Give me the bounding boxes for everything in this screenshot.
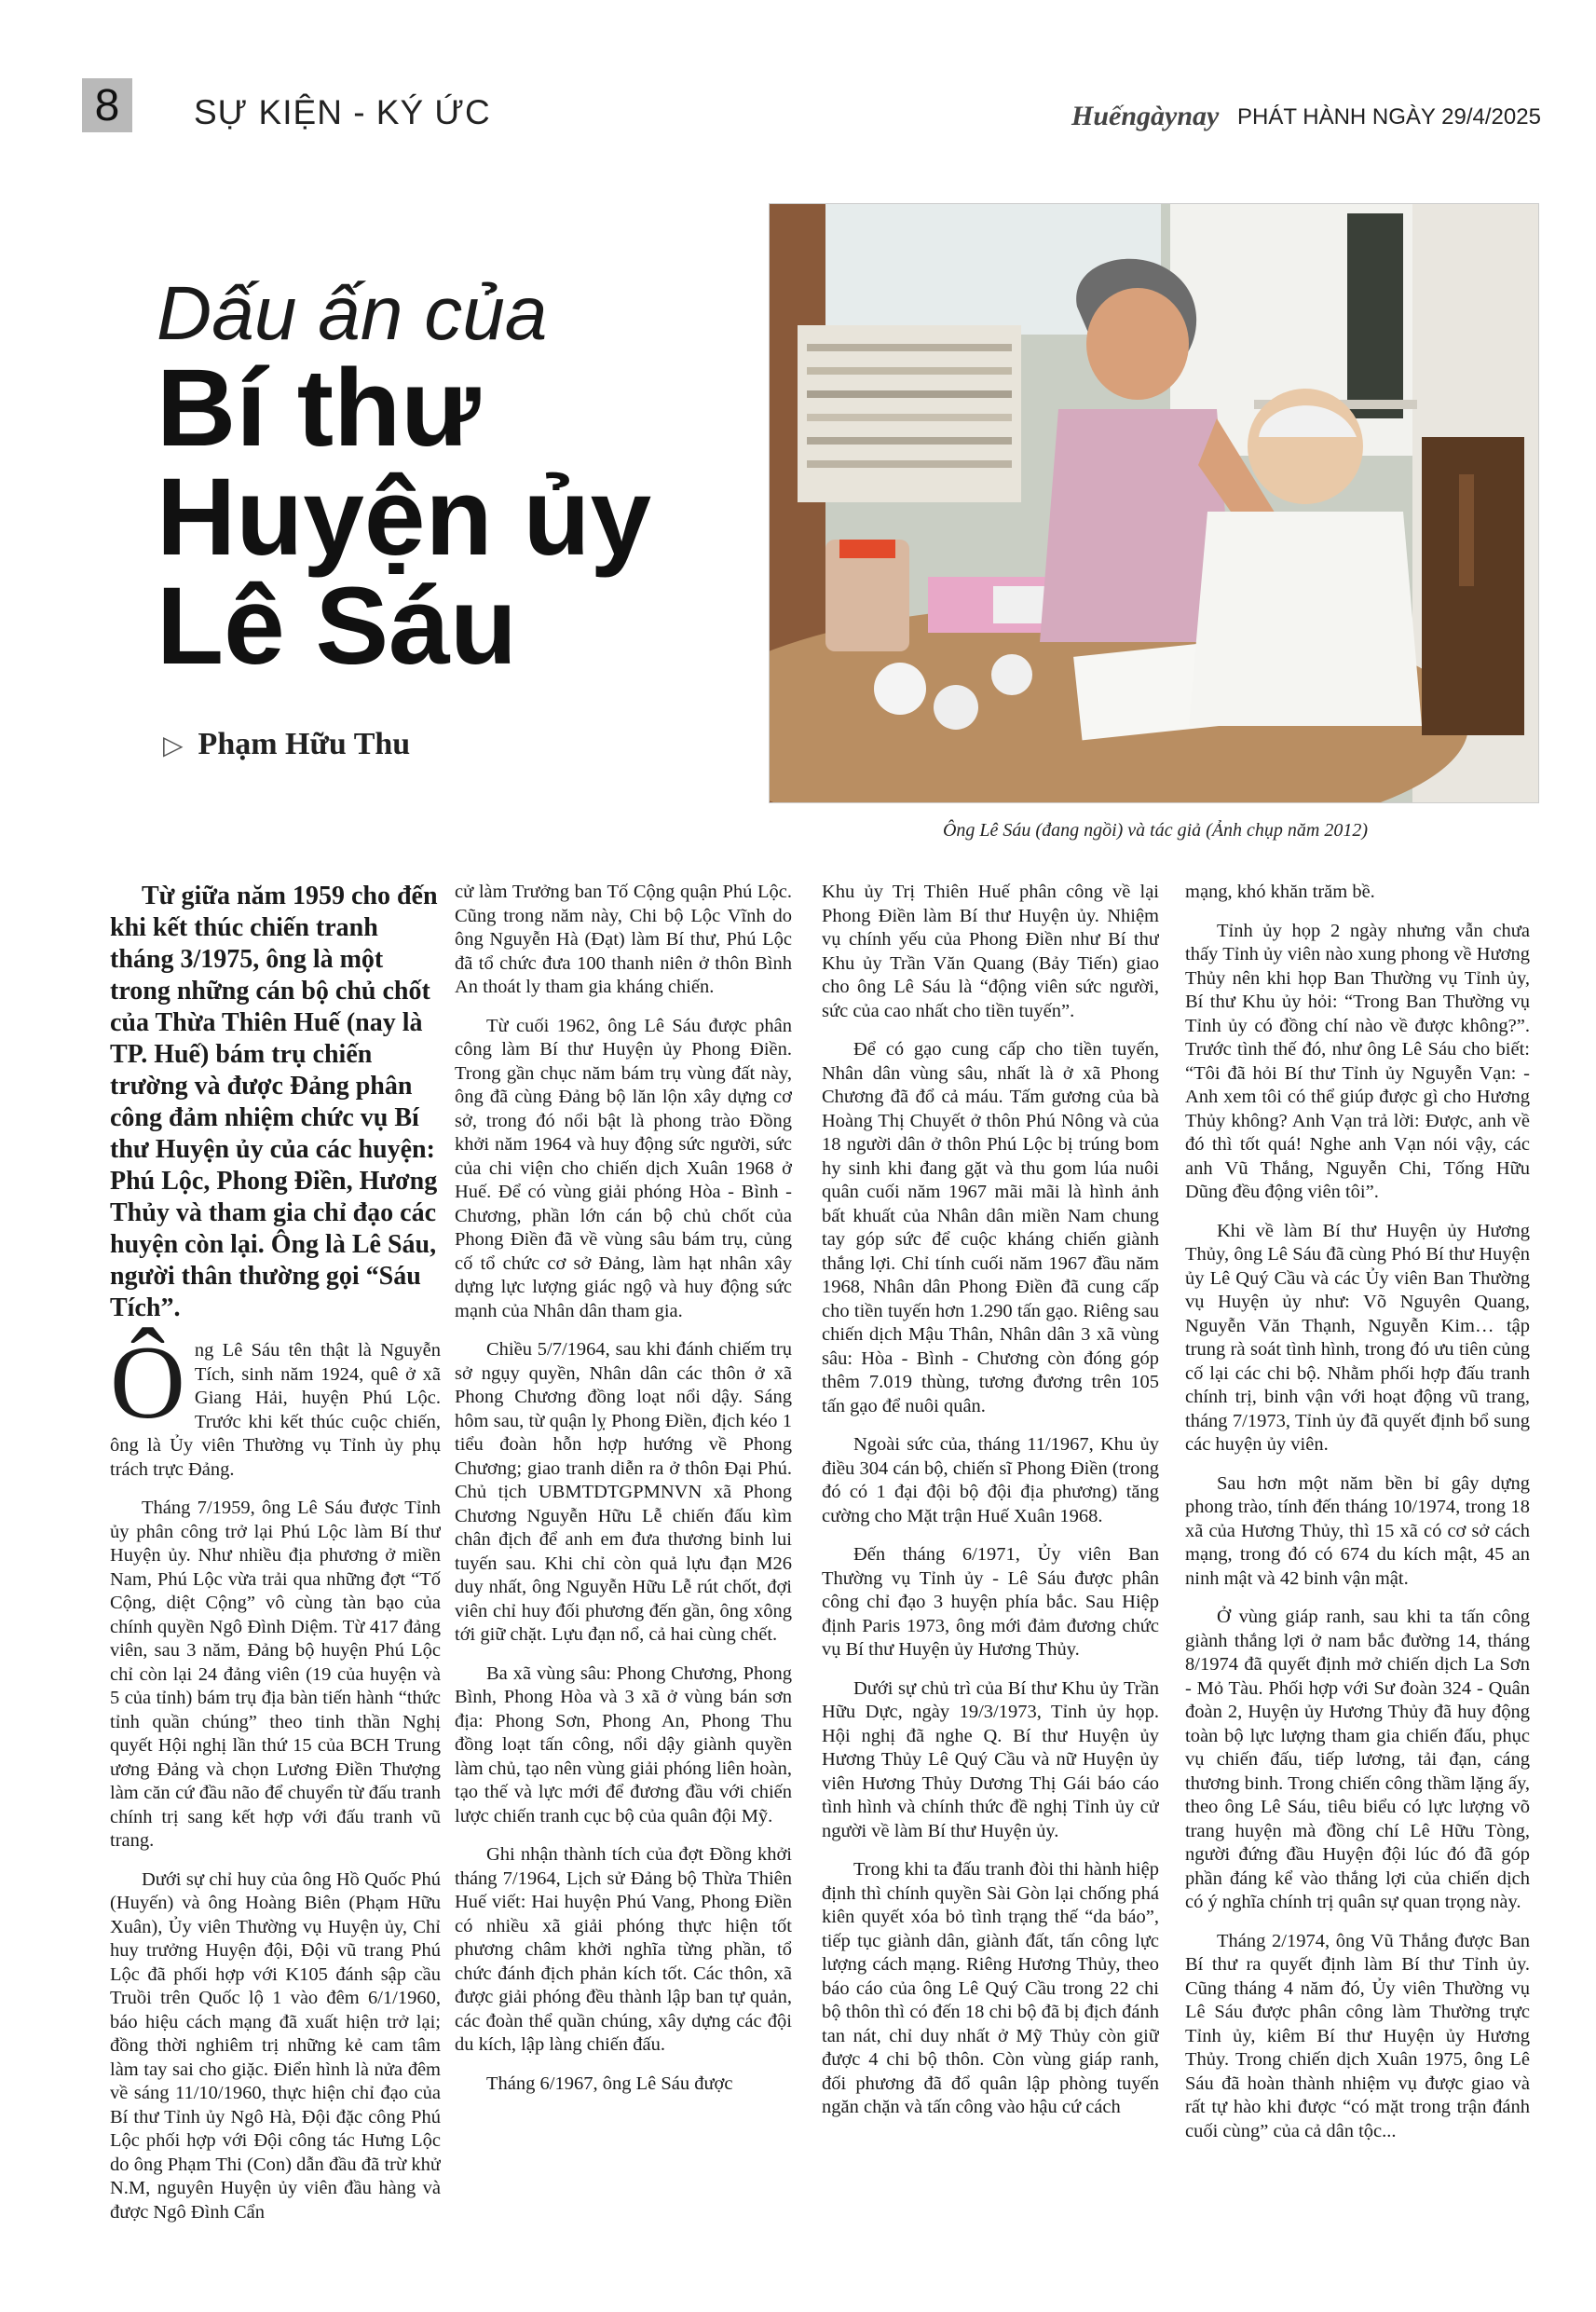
- paragraph: Sau hơn một năm bền bỉ gây dựng phong trào, tính đến tháng 10/1974, trong 18 xã của Hương Thủy, thì 15 xã có cơ sở cách mạng, trong đó có 674 du kích mật, 45 an ninh mật và 42 binh vận mật.: [1185, 1472, 1530, 1589]
- article-column-4: [1185, 881, 1530, 2278]
- drop-cap: Ô: [110, 1325, 185, 1441]
- page-number: 8: [82, 78, 132, 132]
- photo-caption: Ông Lê Sáu (đang ngồi) và tác giả (Ảnh chụp năm 2012): [942, 820, 1369, 841]
- paragraph: Trong khi ta đấu tranh đòi thi hành hiệp định thì chính quyền Sài Gòn lại chống phá kiên quyết xóa bỏ tình trạng thế “da báo”, tiếp tục giành dân, giành đất, tấn công lực lượng cách mạng. Riêng Hương Thủy, theo báo cáo của ông Lê Quý Cầu trong 22 chi bộ thôn thì có đến 18 chi bộ đã bị địch đánh tan nát, chỉ duy nhất ở Mỹ Thủy còn giữ được 4 chi bộ thôn. Còn vùng giáp ranh, đối phương đã đổ quân lập phòng tuyến ngăn chặn và tấn công vào hậu cứ cách: [822, 1859, 1159, 2117]
- paragraph: Khu ủy Trị Thiên Huế phân công về lại Phong Điền làm Bí thư Huyện ủy. Nhiệm vụ chính yếu của Phong Điền như Bí thư Khu ủy Trần Văn Quang (Bảy Tiến) giao cho ông Lê Sáu là “động viên sức người, sức của cao nhất cho tiền tuyến”.: [822, 882, 1159, 1021]
- paragraph: Ghi nhận thành tích của đợt Đồng khởi tháng 7/1964, Lịch sử Đảng bộ Thừa Thiên Huế viết: Hai huyện Phú Vang, Phong Điền có nhiều xã giải phóng thực hiện tốt phương châm khởi nghĩa từng phần, tổ chức đánh địch phản kích tốt. Các thôn, xã được giải phóng đều thành lập ban tự quản, các đoàn thể quần chúng, xây dựng các đội du kích, lập làng chiến đấu.: [455, 1844, 792, 2055]
- title-line-3: Lê Sáu: [157, 565, 517, 688]
- author-name: Phạm Hữu Thu: [198, 727, 411, 761]
- article-column-2: [455, 881, 792, 2278]
- first-paragraph-text: ng Lê Sáu tên thật là Nguyễn Tích, sinh năm 1924, quê ở xã Giang Hải, huyện Phú Lộc. Trước khi kết thúc cuộc chiến, ông là Ủy viên Thường vụ Tỉnh ủy phụ trách trực Đảng.: [110, 1340, 441, 1480]
- paragraph: Ở vùng giáp ranh, sau khi ta tấn công giành thắng lợi ở nam bắc đường 14, tháng 8/1974 đã quyết định mở chiến dịch La Sơn - Mỏ Tàu. Phối hợp với Sư đoàn 324 - Quân đoàn 2, Huyện ủy Hương Thủy đã huy động toàn bộ lực lượng tham gia chiến đấu, phục vụ chiến đấu, tiếp lương, tải đạn, cáng thương binh. Trong chiến công thầm lặng ấy, theo ông Lê Sáu, tiêu biểu có lực lượng võ trang huyện mà đồng chí Lê Hữu Tòng, người đứng đầu Huyện đội lúc đó đã góp phần đáng kể vào thắng lợi của chiến dịch có ý nghĩa chính trị quân sự quan trọng này.: [1185, 1607, 1530, 1912]
- paragraph: Tháng 6/1967, ông Lê Sáu được: [486, 2073, 733, 2094]
- paragraph: Chiều 5/7/1964, sau khi đánh chiếm trụ sở ngụy quyền, Nhân dân các thôn ở xã Phong Chương đồng loạt nổi dậy. Sáng hôm sau, từ quận lỵ Phong Điền, địch kéo 1 tiểu đoàn hỗn hợp hướng về Phong Chương; giao tranh diễn ra ở thôn Đại Phú. Chủ tịch UBMTDTGPMNVN xã Phong Chương Nguyễn Hữu Lễ chiến đấu kìm chân địch để anh em đưa thương binh lui tuyến sau. Khi chỉ còn quả lựu đạn M26 duy nhất, ông Nguyễn Hữu Lễ rút chốt, đợi viên chỉ huy đối phương đến gần, ông xông tới giữ chặt. Lựu đạn nổ, cả hai cùng chết.: [455, 1339, 792, 1645]
- section-title: SỰ KIỆN - KÝ ỨC: [194, 93, 491, 131]
- paragraph: mạng, khó khăn trăm bề.: [1185, 882, 1375, 902]
- lead-paragraph: Từ giữa năm 1959 cho đến khi kết thúc chiến tranh tháng 3/1975, ông là một trong những cán bộ chủ chốt của Thừa Thiên Huế (nay là TP. Huế) bám trụ chiến trường và được Đảng phân công đảm nhiệm chức vụ Bí thư Huyện ủy của các huyện: Phú Lộc, Phong Điền, Hương Thủy và tham gia chỉ đạo các huyện còn lại. Ông là Lê Sáu, người thân thường gọi “Sáu Tích”.: [110, 882, 438, 1322]
- paragraph: Ngoài sức của, tháng 11/1967, Khu ủy điều 304 cán bộ, chiến sĩ Phong Điền (trong đó có 1 đại đội bộ đội địa phương) tăng cường cho Mặt trận Huế Xuân 1968.: [822, 1434, 1159, 1526]
- paragraph: Tỉnh ủy họp 2 ngày nhưng vẫn chưa thấy Tỉnh ủy viên nào xung phong về Hương Thủy nên khi họp Ban Thường vụ Tỉnh ủy, Bí thư Khu ủy hỏi: “Trong Ban Thường vụ Tỉnh ủy có đồng chí nào về được không?”. Trước tình thế đó, như ông Lê Sáu cho biết: “Tôi đã hỏi Bí thư Tỉnh ủy Nguyễn Vạn: - Anh xem tôi có thể giúp được gì cho Hương Thủy không? Anh Vạn trả lời: Được, anh về đó thì tốt quá! Nghe anh Vạn nói vậy, các anh Vũ Thắng, Nguyễn Chi, Tống Hữu Dũng đều động viên tôi”.: [1185, 920, 1530, 1202]
- paragraph: Tháng 2/1974, ông Vũ Thắng được Ban Bí thư ra quyết định làm Bí thư Tỉnh ủy. Cũng tháng 4 năm đó, Ủy viên Thường vụ Lê Sáu được phân công làm Thường trực Tỉnh ủy, kiêm Bí thư Huyện ủy Hương Thủy. Trong chiến dịch Xuân 1975, ông Lê Sáu đã hoàn thành nhiệm vụ được giao và rất tự hào khi được “có mặt trong trận đánh cuối cùng” của cả dân tộc...: [1185, 1930, 1530, 2141]
- byline: [163, 727, 410, 762]
- paragraph: Đến tháng 6/1971, Ủy viên Ban Thường vụ Tỉnh ủy - Lê Sáu được phân công chỉ đạo 3 huyện phía bắc. Sau Hiệp định Paris 1973, ông mới đảm đương chức vụ Bí thư Huyện ủy Hương Thủy.: [822, 1544, 1159, 1660]
- first-paragraph: [110, 1325, 441, 1482]
- title-line-2: Huyện ủy: [157, 456, 652, 579]
- paragraph: Để có gạo cung cấp cho tiền tuyến, Nhân dân vùng sâu, nhất là ở xã Phong Chương đã đổ cả máu. Tấm gương của bà Hoàng Thị Chuyết ở thôn Phú Nông và của 18 người dân ở thôn Phú Lộc bị trúng bom hy sinh khi đang gặt và thu gom lúa nuôi quân cuối năm 1967 mãi mãi là hình ảnh bất khuất của Nhân dân miền Nam chung tay góp sức để cuộc kháng chiến giành thắng lợi. Chỉ tính cuối năm 1967 đầu năm 1968, Nhân dân Phong Điền đã cung cấp cho tiền tuyến hơn 1.290 tấn gạo. Riêng sau chiến dịch Mậu Thân, Nhân dân 3 xã vùng sâu: Hòa - Bình - Chương còn đóng góp thêm 7.019 thùng, tương đương trên 105 tấn gạo để nuôi quân.: [822, 1039, 1159, 1416]
- article-kicker: Dấu ấn của: [157, 271, 548, 356]
- photo-illustration: [770, 204, 1538, 802]
- release-date: PHÁT HÀNH NGÀY 29/4/2025: [1237, 104, 1541, 130]
- triangle-icon: ▷: [163, 732, 184, 760]
- title-line-1: Bí thư: [157, 347, 481, 470]
- paragraph: Từ cuối 1962, ông Lê Sáu được phân công làm Bí thư Huyện ủy Phong Điền. Trong gần chục năm bám trụ vùng đất này, ông đã cùng Đảng bộ lăn lộn xây dựng cơ sở, trong đó nổi bật là phong trào Đồng khởi năm 1964 và huy động sức người, sức của chi viện cho chiến dịch Xuân 1968 ở Huế. Để có vùng giải phóng Hòa - Bình - Chương, phần lớn cán bộ chủ chốt của Phong Điền đã về vùng sâu bám trụ, củng cố tổ chức cơ sở Đảng, làm hạt nhân xây dựng lực lượng giác ngộ và huy động sức mạnh của Nhân dân tham gia.: [455, 1015, 792, 1321]
- article-column-3: [822, 881, 1159, 2278]
- paragraph: Khi về làm Bí thư Huyện ủy Hương Thủy, ông Lê Sáu đã cùng Phó Bí thư Huyện ủy Lê Quý Cầu và các Ủy viên Ban Thường vụ Huyện ủy như: Võ Nguyên Quang, Nguyễn Văn Thạnh, Nguyễn Kim… tập trung rà soát tình hình, trong đó ưu tiên củng cố lại các chi bộ. Nhằm phối hợp đấu tranh chính trị, binh vận với hoạt động vũ trang, tháng 7/1973, Tỉnh ủy đã quyết định bổ sung các huyện ủy viên.: [1185, 1220, 1530, 1455]
- paragraph: Dưới sự chỉ huy của ông Hồ Quốc Phú (Huyến) và ông Hoàng Biên (Phạm Hữu Xuân), Ủy viên Thường vụ Huyện ủy, Chỉ huy trưởng Huyện đội, Đội vũ trang Phú Lộc đã phối hợp với K105 đánh sập cầu Truồi trên Quốc lộ 1 vào đêm 6/1/1960, báo hiệu cách mạng đã xuất hiện trở lại; đồng thời nghiêm trị những kẻ cam tâm làm tay sai cho giặc. Điển hình là nửa đêm về sáng 11/10/1960, thực hiện chỉ đạo của Bí thư Tỉnh ủy Ngô Hà, Đội đặc công Phú Lộc phối hợp với Đội công tác Hưng Lộc do ông Phạm Thi (Con) dẫn đầu đã trừ khử N.M, nguyên Huyện ủy viên đầu hàng và được Ngô Đình Cẩn: [110, 1868, 441, 2223]
- article-photo: [769, 203, 1539, 803]
- paragraph: Dưới sự chủ trì của Bí thư Khu ủy Trần Hữu Dực, ngày 19/3/1973, Tỉnh ủy họp. Hội nghị đã nghe Q. Bí thư Huyện ủy Hương Thủy Lê Quý Cầu và nữ Huyện ủy viên Hương Thủy Dương Thị Gái báo cáo tình hình và chính thức đề nghị Tỉnh ủy cử người về làm Bí thư Huyện ủy.: [822, 1677, 1159, 1841]
- article-title: [157, 347, 652, 688]
- masthead-logo: Huếngàynay: [1071, 101, 1220, 131]
- article-column-1: [110, 881, 441, 2278]
- paragraph: Tháng 7/1959, ông Lê Sáu được Tỉnh ủy phân công trở lại Phú Lộc làm Bí thư Huyện ủy. Như nhiều địa phương ở miền Nam, Phú Lộc vừa trải qua những đợt “Tố Cộng, diệt Cộng” vô cùng tàn bạo của chính quyền Ngô Đình Diệm. Từ 417 đảng viên, sau 3 năm, Đảng bộ huyện Phú Lộc chỉ còn lại 24 đảng viên (19 của huyện và 5 của tỉnh) bám trụ địa bàn tiến hành “thức tỉnh quần chúng” theo tinh thần Nghị quyết Hội nghị lần thứ 15 của BCH Trung ương Đảng và chọn Lương Điền Thượng làm căn cứ đầu não để chuyển từ đấu tranh chính trị sang kết hợp với đấu tranh vũ trang.: [110, 1498, 441, 1851]
- paragraph: cử làm Trưởng ban Tố Cộng quận Phú Lộc. Cũng trong năm này, Chi bộ Lộc Vĩnh do ông Nguyễn Hà (Đạt) làm Bí thư, Phú Lộc đã tổ chức đưa 100 thanh niên ở thôn Bình An thoát ly tham gia kháng chiến.: [455, 882, 792, 997]
- paragraph: Ba xã vùng sâu: Phong Chương, Phong Bình, Phong Hòa và 3 xã ở vùng bán sơn địa: Phong Sơn, Phong An, Phong Thu đồng loạt tấn công, nổi dậy giành quyền làm chủ, tạo nên vùng giải phóng liên hoàn, tạo thế và lực mới để đương đầu với chiến lược chiến tranh cục bộ của quân đội Mỹ.: [455, 1662, 792, 1826]
